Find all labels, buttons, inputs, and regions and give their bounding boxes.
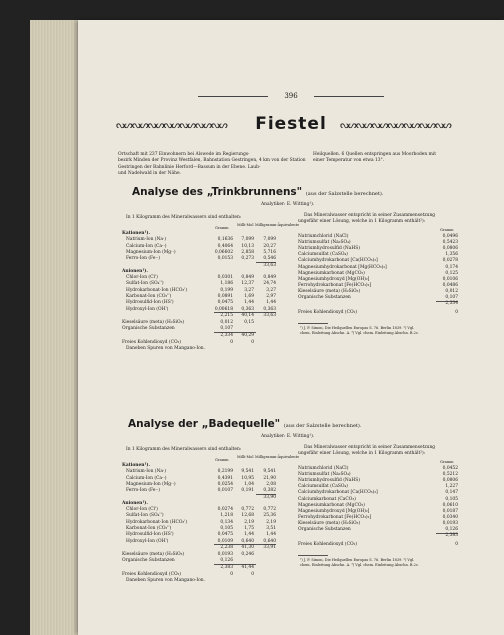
salt-name: Natriumhydrosulfid (NaHS) [298, 478, 360, 484]
salt-gramm: 1,356 [445, 252, 458, 258]
salt-name: Natriumchlorid (NaCl) [298, 466, 349, 471]
ornament-left: ᔓᔕᔓᔕᔓᔕᔓᔕᔓᔕᔓᔕᔓᔕ [116, 120, 227, 131]
salt-name: Calciumsulfat (CaSO₄) [298, 484, 348, 490]
footnote: chem. Einleitung Abschn. A. ³) Vgl. chem. Einleitung Abschn. B.2c. [300, 331, 419, 336]
salts-total: 2,383 [445, 533, 458, 539]
kiesel-gramm: 0,0193 [217, 551, 233, 557]
subtotal-mmol: 40,14 [241, 312, 254, 318]
salt-name: Magnesiumkarbonat (MgCO₃) [298, 502, 365, 508]
co2-mmol: 0 [251, 339, 254, 345]
kiesel-name: Kieselsäure (meta) (H₂SiO₃) [122, 319, 185, 325]
organisch-name: Organische Substanzen [122, 558, 175, 564]
col-head-aequiv: Milligramm-Äquivalente [255, 223, 300, 227]
page-number: 396 [284, 92, 298, 100]
section-heading [128, 418, 361, 430]
anion-mmol: 3,27 [244, 287, 254, 293]
footnote: chem. Einleitung Abschn. A. ³) Vgl. chem. Einleitung Abschn. B.2c. [300, 563, 419, 568]
kationen-sum: 33,90 [263, 494, 276, 500]
salt-gramm: 0,174 [445, 264, 458, 270]
kation-name: Magnesium-Ion (Mg··) [126, 249, 176, 255]
salt-name: Kieselsäure (meta) (H₂SiO₃) [298, 520, 361, 526]
footnote: ¹) J. F. Simon, Die Heilquellen Europas S. 76. Berlin 1839. ²) Vgl. [300, 558, 415, 563]
anion-gramm: 0,105 [220, 526, 233, 531]
kation-name: Natrium-Ion (Na·) [126, 469, 167, 475]
salt-name: Organische Substanzen [298, 295, 351, 300]
anion-name: Karbonat-Ion (CO₃'') [126, 294, 172, 299]
anion-name: Hydrosulfid-Ion (HS') [126, 532, 174, 538]
kation-name: Ferro-Ion (Fe··) [126, 256, 160, 262]
anion-mval: 0,849 [263, 275, 276, 281]
anion-name: Chlor-Ion (Cl') [126, 275, 158, 281]
salts-total: 2,334 [445, 301, 458, 307]
salt-gramm: 0,0806 [442, 246, 458, 252]
kation-mval: 7,099 [263, 237, 276, 243]
kation-name: Ferro-Ion (Fe··) [126, 488, 160, 494]
anion-name: Hydroxyl-Ion (OH') [126, 538, 169, 544]
salt-gramm: 0,107 [445, 295, 458, 300]
salt-name: Ferrohydrokarbonat [Fe(HCO₃)₂] [298, 514, 372, 520]
salt-gramm: 0,5423 [442, 240, 458, 246]
intro-right-line: Heilquellen. 6 Quellen entspringen aus Moorboden mit [313, 152, 436, 157]
anion-mmol: 0,640 [241, 538, 254, 544]
kiesel-name: Kieselsäure (meta) (H₂SiO₃) [122, 551, 185, 557]
kation-gramm: 0,06602 [214, 249, 233, 255]
col-head-gramm: Gramm [215, 226, 229, 230]
kation-gramm: 0,1636 [217, 237, 233, 243]
anion-mmol: 1,75 [244, 526, 254, 531]
kation-gramm: 0,2199 [217, 469, 233, 475]
right-co2-name: Freies Kohlendioxyd (CO₂) [298, 542, 358, 548]
footnote-rule [298, 555, 328, 556]
right-col-head: Gramm [440, 228, 454, 232]
col-head-aequiv: Milligramm-Äquivalente [255, 455, 300, 459]
kationen-sum: 33,63 [263, 262, 276, 268]
kation-name: Magnesium-Ion (Mg··) [126, 481, 176, 487]
salt-gramm: 0,147 [445, 490, 458, 496]
right-co2-gramm: 0 [455, 310, 458, 316]
subtotal-gramm: 2,215 [220, 312, 233, 318]
col-head-millimol: Milli-Mol [237, 223, 254, 227]
right-co2-gramm: 0 [455, 542, 458, 548]
anion-name: Hydrokarbonat-Ion (HCO₃') [126, 287, 188, 293]
anion-name: Hydroxyl-Ion (OH') [126, 306, 169, 312]
co2-gramm: 0 [230, 339, 233, 345]
kation-mmol: 10,95 [241, 475, 254, 481]
kation-mval: 5,716 [263, 249, 276, 255]
salt-name: Kieselsäure (meta) (H₂SiO₃) [298, 288, 361, 294]
co2-gramm: 0 [230, 571, 233, 577]
rule-right [314, 96, 384, 97]
salt-name: Natriumhydrosulfid (NaHS) [298, 246, 360, 252]
salt-name: Magnesiumhydrokarbonat [Mg(HCO₃)₂] [298, 264, 387, 270]
anion-gramm: 0,0301 [217, 275, 233, 281]
anion-mval: 1,44 [266, 532, 276, 538]
left-intro: In 1 Kilogramm des Mineralwassers sind enthalten: [126, 215, 242, 220]
kation-name: Calcium-Ion (Ca··) [126, 475, 167, 481]
total-gramm: 2,334 [220, 332, 233, 338]
kation-mmol: 0,191 [241, 488, 254, 494]
mangan-note: Daneben Spuren von Mangano-Ion. [126, 577, 206, 583]
intro-left-line: bezirk Minden der Provinz Westfalen, Bahnstation Gestringen, 4 km von der Station [118, 158, 306, 164]
anion-mval: 3,27 [266, 287, 276, 293]
anion-mmol: 1,44 [244, 532, 254, 538]
anion-mval: 1,44 [266, 300, 276, 306]
kiesel-mmol: 0,15 [244, 319, 254, 325]
anion-mval: 0,363 [263, 306, 276, 312]
salt-name: Natriumchlorid (NaCl) [298, 234, 349, 239]
salt-gramm: 0,0496 [442, 234, 458, 239]
anion-gramm: 0,00618 [214, 306, 233, 312]
ornament-right: ᔓᔕᔓᔕᔓᔕᔓᔕᔓᔕᔓᔕᔓᔕ [340, 120, 451, 131]
kation-mmol: 9,541 [241, 469, 254, 475]
section-heading [132, 186, 383, 198]
organisch-name: Organische Substanzen [122, 326, 175, 332]
kation-mval: 2,08 [266, 481, 276, 487]
footnote-rule [298, 323, 328, 324]
organisch-gramm: 0,107 [220, 326, 233, 332]
right-intro-2: ungefähr einer Lösung, welche in 1 Kilogramm enthält²): [298, 219, 426, 224]
salt-name: Ferrohydrokarbonat [Fe(HCO₃)₂] [298, 282, 372, 288]
anionen-label: Anionen¹). [122, 500, 148, 506]
anion-mmol: 12,37 [241, 281, 254, 287]
analyst: Analytiker: E. Witting¹). [261, 434, 315, 439]
analyst: Analytiker: E. Witting¹). [261, 202, 315, 207]
salt-name: Magnesiumkarbonat (MgCO₃) [298, 270, 365, 276]
salt-name: Natriumsulfat (Na₂SO₄) [298, 240, 351, 246]
anion-gramm: 0,0475 [217, 532, 233, 538]
anion-mval: 0,640 [263, 538, 276, 544]
anion-mval: 3,51 [266, 526, 276, 531]
salt-gramm: 0,0806 [442, 478, 458, 484]
salt-name: Magnesiumhydroxyd [Mg(OH)₂] [298, 276, 370, 282]
co2-name: Freies Kohlendioxyd (CO₂) [122, 339, 182, 345]
salt-name: Organische Substanzen [298, 527, 351, 532]
co2-name: Freies Kohlendioxyd (CO₂) [122, 571, 182, 577]
salt-gramm: 0,126 [445, 527, 458, 532]
page-edges [30, 20, 82, 635]
salt-gramm: 0,105 [445, 496, 458, 502]
anion-mmol: 0,772 [241, 507, 254, 513]
kationen-label: Kationen¹). [122, 231, 150, 236]
anion-mmol: 1,69 [244, 294, 254, 299]
intro-left-line: Gestringen der Bahnlinie Herford—Bassum in der Ebene. Laub- [118, 164, 261, 170]
kation-mval: 20,27 [263, 243, 276, 249]
anion-mmol: 1,44 [244, 300, 254, 306]
salt-name: Calciumkarbonat (CaCO₃) [298, 496, 356, 502]
salt-gramm: 0,0278 [442, 258, 458, 264]
anion-mmol: 12,68 [241, 513, 254, 519]
kation-mmol: 10,13 [241, 243, 254, 249]
subtotal-mmol: 41,30 [241, 544, 254, 550]
kation-mmol: 1,04 [244, 481, 254, 487]
right-co2-name: Freies Kohlendioxyd (CO₂) [298, 310, 358, 316]
total-gramm: 2,383 [220, 564, 233, 570]
kationen-label: Kationen¹). [122, 463, 150, 468]
anion-mval: 2,97 [266, 294, 276, 299]
anionen-label: Anionen¹). [122, 268, 148, 274]
kation-gramm: 0,0153 [217, 256, 233, 262]
subtotal-mval: 33,63 [263, 312, 276, 318]
page [78, 20, 504, 635]
kation-mmol: 2,858 [241, 249, 254, 255]
salt-name: Natriumsulfat (Na₂SO₄) [298, 472, 351, 478]
salt-gramm: 0,0486 [442, 282, 458, 288]
anion-gramm: 1,186 [220, 281, 233, 287]
salt-gramm: 1,227 [445, 484, 458, 490]
anion-mmol: 2,19 [244, 519, 254, 525]
section-heading-title: Analyse des „Trinkbrunnens" [132, 186, 303, 198]
anion-gramm: 0,0891 [217, 294, 233, 299]
organisch-gramm: 0,126 [220, 558, 233, 564]
anion-gramm: 0,0109 [217, 538, 233, 544]
salt-gramm: 0,0340 [442, 514, 458, 520]
anion-name: Sulfat-Ion (SO₄'') [126, 513, 164, 519]
right-col-head: Gramm [440, 460, 454, 464]
salt-name: Calciumsulfat (CaSO₄) [298, 252, 348, 258]
kation-mval: 21,90 [263, 475, 276, 481]
kation-gramm: 0,4064 [217, 243, 233, 249]
anion-name: Karbonat-Ion (CO₃'') [126, 526, 172, 531]
salt-gramm: 0,5212 [442, 472, 458, 478]
kation-mmol: 0,273 [241, 256, 254, 262]
kation-gramm: 0,0254 [217, 481, 233, 487]
anion-mmol: 0,363 [241, 306, 254, 312]
salt-gramm: 0,0193 [442, 520, 458, 526]
anion-name: Hydrosulfid-Ion (HS') [126, 300, 174, 306]
co2-mmol: 0 [251, 571, 254, 577]
section-heading-note: (aus der Salzstelle berechnet). [305, 191, 384, 197]
intro-right-line: einer Temperatur von etwa 13°. [313, 158, 385, 164]
anion-gramm: 0,199 [220, 287, 233, 293]
total-mmol: 41,44 [241, 564, 254, 570]
anion-mmol: 0,849 [241, 275, 254, 281]
salt-gramm: 0,0610 [442, 502, 458, 508]
page-title: Fiestel [255, 114, 327, 134]
mangan-note: Daneben Spuren von Mangano-Ion. [126, 345, 206, 351]
anion-gramm: 0,134 [220, 519, 233, 525]
salt-name: Calciumhydrokarbonat [Ca(HCO₃)₂] [298, 490, 378, 496]
kation-name: Natrium-Ion (Na·) [126, 237, 167, 243]
salt-gramm: 0,125 [445, 270, 458, 276]
anion-mval: 0,772 [263, 507, 276, 513]
total-mmol: 40,29 [241, 332, 254, 338]
salt-gramm: 0,012 [445, 288, 458, 294]
section-heading-title: Analyse der „Badequelle" [128, 418, 281, 430]
section-heading-note: (aus der Salzstelle berechnet). [283, 423, 362, 429]
kation-gramm: 0,0107 [217, 488, 233, 494]
salt-gramm: 0,0106 [442, 276, 458, 282]
right-intro-1: Das Mineralwasser entspricht in seiner Zusammensetzung [304, 213, 436, 218]
subtotal-gramm: 2,238 [220, 544, 233, 550]
anion-gramm: 0,0274 [217, 507, 233, 513]
salt-gramm: 0,0187 [442, 508, 458, 514]
intro-left-line: und Nadelwald in der Nähe. [118, 170, 181, 176]
kiesel-gramm: 0,012 [220, 319, 233, 325]
anion-gramm: 0,0475 [217, 300, 233, 306]
left-intro: In 1 Kilogramm des Mineralwassers sind enthalten: [126, 447, 242, 452]
col-head-millimol: Milli-Mol [237, 455, 254, 459]
kation-name: Calcium-Ion (Ca··) [126, 243, 167, 249]
right-intro-1: Das Mineralwasser entspricht in seiner Zusammensetzung [304, 445, 436, 450]
salt-gramm: 0,0452 [442, 466, 458, 471]
col-head-gramm: Gramm [215, 458, 229, 462]
anion-name: Hydrokarbonat-Ion (HCO₃') [126, 519, 188, 525]
kation-mmol: 7,099 [241, 237, 254, 243]
anion-name: Sulfat-Ion (SO₄'') [126, 281, 164, 287]
salt-name: Magnesiumhydroxyd [Mg(OH)₂] [298, 508, 370, 514]
anion-mval: 24,74 [263, 281, 276, 287]
anion-mval: 2,19 [266, 519, 276, 525]
kation-gramm: 0,4391 [217, 475, 233, 481]
anion-mval: 25,36 [263, 513, 276, 519]
intro-left-line: Ortschaft mit 237 Einwohnern bei Alswede im Regierungs- [118, 152, 250, 157]
kation-mval: 0,546 [263, 256, 276, 262]
kation-mval: 9,541 [263, 469, 276, 475]
salt-name: Calciumhydrokarbonat [Ca(HCO₃)₂] [298, 258, 378, 264]
kiesel-mmol: 0,246 [241, 551, 254, 557]
right-intro-2: ungefähr einer Lösung, welche in 1 Kilogramm enthält²): [298, 451, 426, 456]
footnote: ¹) J. F. Simon, Die Heilquellen Europas S. 76. Berlin 1839. ²) Vgl. [300, 326, 415, 331]
anion-name: Chlor-Ion (Cl') [126, 507, 158, 513]
anion-gramm: 1,218 [220, 513, 233, 519]
kation-mval: 0,382 [263, 488, 276, 494]
subtotal-mval: 33,91 [263, 544, 276, 550]
